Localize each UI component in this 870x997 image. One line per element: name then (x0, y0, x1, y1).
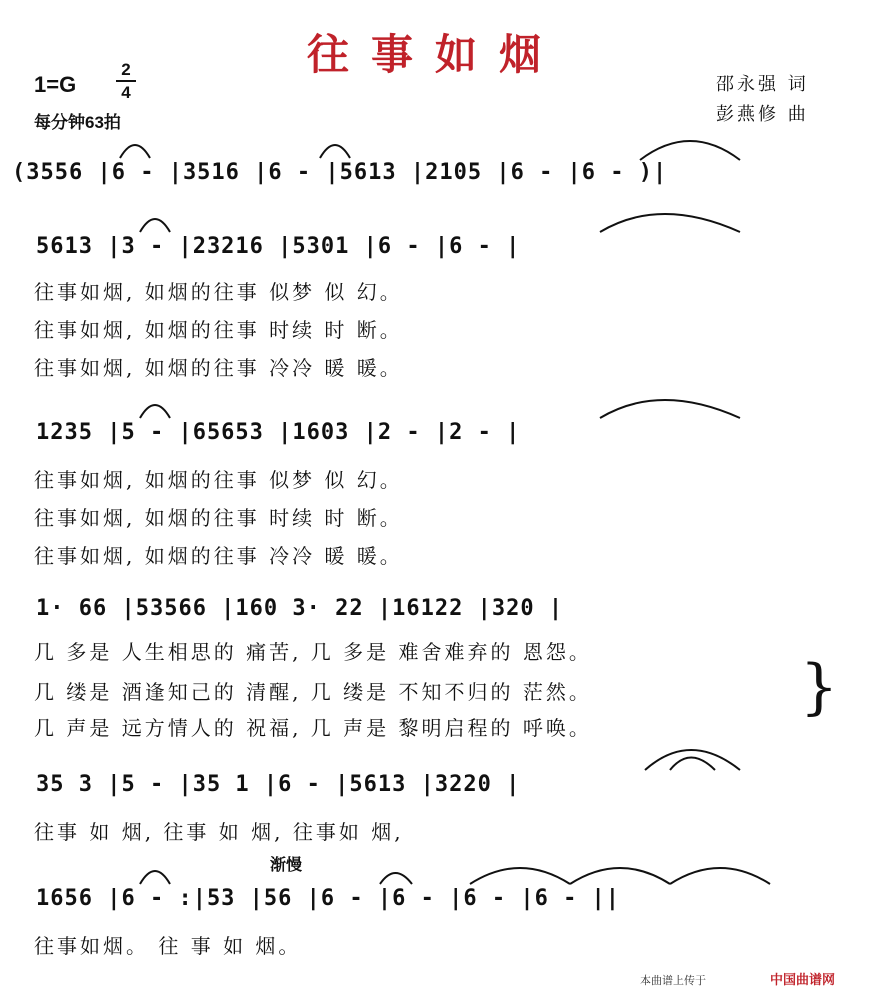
composer-credit: 彭燕修 曲 (716, 104, 809, 125)
tie-14 (670, 868, 770, 884)
chorus-lyric-3: 几 声是 远方情人的 祝福, 几 声是 黎明启程的 呼唤。 (34, 716, 592, 740)
tie-10 (140, 871, 170, 884)
ending-lyric: 往事如烟。 往 事 如 烟。 (34, 934, 302, 958)
tempo-marking: 每分钟63拍 (34, 113, 121, 132)
tie-7 (600, 400, 740, 418)
verse-b-lyric-2: 往事如烟, 如烟的往事 时续 时 断。 (34, 506, 403, 530)
tie-13 (570, 868, 670, 884)
verse-b-notes: 1235 |5 - |65653 |1603 |2 - |2 - | (36, 420, 521, 445)
refrain-lyric: 往事 如 烟, 往事 如 烟, 往事如 烟, (34, 820, 404, 844)
ritardando-mark: 渐慢 (270, 855, 303, 874)
tie-1 (120, 145, 150, 158)
tie-9 (670, 758, 715, 771)
meter-top: 2 (121, 60, 131, 79)
site-logo: 中国曲谱网 (770, 973, 836, 988)
upload-note: 本曲谱上传于 (640, 974, 706, 987)
chorus-lyric-2: 几 缕是 酒逢知己的 清醒, 几 缕是 不知不归的 茫然。 (34, 680, 592, 704)
ending-notes: 1656 |6 - :|53 |56 |6 - |6 - |6 - |6 - || (36, 886, 621, 911)
verse-b-lyric-3: 往事如烟, 如烟的往事 冷冷 暖 暖。 (34, 544, 403, 568)
intro-notes: (3556 |6 - |3516 |6 - |5613 |2105 |6 - |6 - )| (12, 160, 668, 185)
tie-5 (600, 214, 740, 232)
lyricist-credit: 邵永强 词 (716, 74, 809, 95)
tie-3 (640, 141, 740, 160)
chorus-lyric-1: 几 多是 人生相思的 痛苦, 几 多是 难舍难弃的 恩怨。 (34, 640, 592, 664)
tie-12 (470, 868, 570, 884)
tie-8 (645, 750, 740, 770)
tie-2 (320, 145, 350, 158)
refrain-notes: 35 3 |5 - |35 1 |6 - |5613 |3220 | (36, 772, 521, 797)
verse-a-lyric-3: 往事如烟, 如烟的往事 冷冷 暖 暖。 (34, 356, 403, 380)
verse-b-lyric-1: 往事如烟, 如烟的往事 似梦 似 幻。 (34, 468, 403, 492)
verse-a-notes: 5613 |3 - |23216 |5301 |6 - |6 - | (36, 234, 521, 259)
verse-brace: } (800, 652, 839, 722)
meter-bottom: 4 (121, 83, 131, 102)
tie-4 (140, 219, 170, 232)
verse-a-lyric-2: 往事如烟, 如烟的往事 时续 时 断。 (34, 318, 403, 342)
verse-a-lyric-1: 往事如烟, 如烟的往事 似梦 似 幻。 (34, 280, 403, 304)
tie-6 (140, 405, 170, 418)
song-title: 往事如烟 (306, 30, 563, 79)
key-signature: 1=G (34, 72, 77, 97)
tie-11 (380, 873, 412, 884)
chorus-notes: 1· 66 |53566 |160 3· 22 |16122 |320 | (36, 596, 564, 621)
